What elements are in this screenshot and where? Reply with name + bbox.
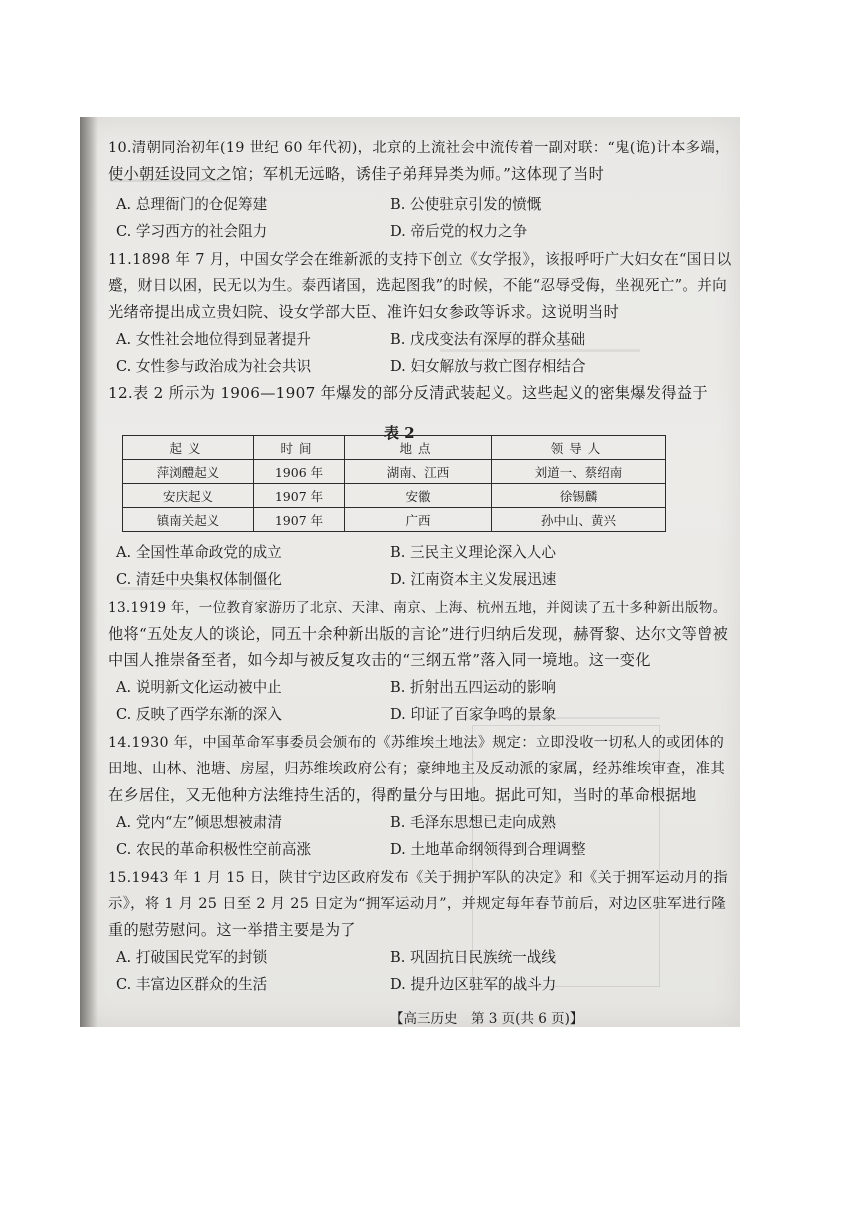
- question-15-option-c: C. 丰富边区群众的生活: [116, 976, 268, 993]
- table-cell: 湖南、江西: [345, 460, 492, 484]
- question-13-option-c: C. 反映了西学东渐的深入: [116, 706, 282, 723]
- question-13-option-b: B. 折射出五四运动的影响: [390, 679, 556, 696]
- question-11-option-b: B. 戊戌变法有深厚的群众基础: [390, 331, 586, 348]
- question-12-option-c: C. 清廷中央集权体制僵化: [116, 571, 282, 588]
- question-12-line-1: 12.表 2 所示为 1906—1907 年爆发的部分反清武装起义。这些起义的密集爆发得益于: [108, 384, 708, 402]
- table-cell: 镇南关起义: [123, 508, 254, 532]
- question-13-option-d: D. 印证了百家争鸣的景象: [390, 706, 557, 723]
- question-13-line-1: 13.1919 年，一位教育家游历了北京、天津、南京、上海、杭州五地，并阅读了五十多种新出版物。: [108, 600, 727, 616]
- question-15-line-2: 示》，将 1 月 25 日至 2 月 25 日定为“拥军运动月”，并规定每年春节前后，对边区驻军进行隆: [108, 896, 727, 912]
- table-cell: 1907 年: [254, 508, 345, 532]
- table-cell: 广西: [345, 508, 492, 532]
- question-11-option-c: C. 女性参与政治成为社会共识: [116, 358, 312, 375]
- table-cell: 萍浏醴起义: [123, 460, 254, 484]
- question-10-option-c: C. 学习西方的社会阻力: [116, 223, 268, 240]
- question-12-option-d: D. 江南资本主义发展迅速: [390, 571, 557, 588]
- table-2: [122, 435, 666, 532]
- question-10-line-2: 使小朝廷设同文之馆；军机无远略，诱佳子弟拜异类为师。”这体现了当时: [108, 165, 605, 183]
- table-cell: 安徽: [345, 484, 492, 508]
- question-11-option-d: D. 妇女解放与救亡图存相结合: [390, 358, 586, 375]
- table-cell: 安庆起义: [123, 484, 254, 508]
- question-14-option-d: D. 土地革命纲领得到合理调整: [390, 841, 586, 858]
- table-row: [123, 484, 666, 508]
- table-header-cell: 时间: [254, 436, 345, 460]
- question-12-option-b: B. 三民主义理论深入人心: [390, 544, 556, 561]
- table-cell: 1906 年: [254, 460, 345, 484]
- question-13-line-3: 中国人推崇备至者，如今却与被反复攻击的“三纲五常”落入同一境地。这一变化: [108, 651, 651, 669]
- question-15-option-a: A. 打破国民党军的封锁: [116, 949, 268, 966]
- table-row: [123, 460, 666, 484]
- page-footer: 【高三历史 第 3 页(共 6 页)】: [390, 1011, 584, 1027]
- question-15-option-d: D. 提升边区驻军的战斗力: [390, 976, 557, 993]
- page-left-shadow: [80, 117, 98, 1027]
- question-14-line-3: 在乡居住，又无他种方法维持生活的，得酌量分与田地。据此可知，当时的革命根据地: [108, 786, 697, 804]
- table-header-cell: 地点: [345, 436, 492, 460]
- table-cell: 孙中山、黄兴: [492, 508, 666, 532]
- table-row: [123, 508, 666, 532]
- table-header-cell: 起义: [123, 436, 254, 460]
- question-10-option-d: D. 帝后党的权力之争: [390, 223, 528, 240]
- question-10-option-a: A. 总理衙门的仓促筹建: [116, 196, 268, 213]
- question-13-option-a: A. 说明新文化运动被中止: [116, 679, 282, 696]
- question-14-line-1: 14.1930 年，中国革命军事委员会颁布的《苏维埃土地法》规定：立即没收一切私人的或团体的: [108, 735, 725, 751]
- question-11-line-2: 蹙，财日以困，民无以为生。泰西诸国，选起图我”的时候，不能“忍辱受侮，坐视死亡”。并向: [108, 277, 728, 294]
- question-10-line-1: 10.清朝同治初年(19 世纪 60 年代初)，北京的上流社会中流传着一副对联：“鬼(诡)计本多端，: [108, 140, 730, 156]
- table-header-row: [123, 436, 666, 460]
- table-header-cell: 领导人: [492, 436, 666, 460]
- exam-sheet: [98, 117, 740, 1027]
- question-11-line-3: 光绪帝提出成立贵妇院、设女学部大臣、准许妇女参政等诉求。这说明当时: [108, 303, 620, 321]
- question-10-option-b: B. 公使驻京引发的愤慨: [390, 196, 542, 213]
- question-14-option-b: B. 毛泽东思想已走向成熟: [390, 814, 556, 831]
- question-15-line-1: 15.1943 年 1 月 15 日，陕甘宁边区政府发布《关于拥护军队的决定》和《关于拥军运动月的指: [108, 870, 728, 886]
- question-15-option-b: B. 巩固抗日民族统一战线: [390, 949, 556, 966]
- table-cell: 1907 年: [254, 484, 345, 508]
- table-2-title: 表 2: [384, 424, 415, 442]
- question-11-option-a: A. 女性社会地位得到显著提升: [116, 331, 311, 348]
- question-14-option-c: C. 农民的革命积极性空前高涨: [116, 841, 312, 858]
- table-cell: 刘道一、蔡绍南: [492, 460, 666, 484]
- question-13-line-2: 他将“五处友人的谈论，同五十余种新出版的言论”进行归纳后发现，赫胥黎、达尔文等曾被: [108, 625, 729, 643]
- question-14-option-a: A. 党内“左”倾思想被肃清: [116, 814, 283, 831]
- question-12-option-a: A. 全国性革命政党的成立: [116, 544, 282, 561]
- question-11-line-1: 11.1898 年 7 月，中国女学会在维新派的支持下创立《女学报》，该报呼吁广大妇女在“国日以: [108, 251, 732, 268]
- photographed-exam-page: [80, 117, 740, 1027]
- table-cell: 徐锡麟: [492, 484, 666, 508]
- question-15-line-3: 重的慰劳慰问。这一举措主要是为了: [108, 921, 356, 939]
- question-14-line-2: 田地、山林、池塘、房屋，归苏维埃政府公有；豪绅地主及反动派的家属，经苏维埃审查，准其: [108, 761, 726, 777]
